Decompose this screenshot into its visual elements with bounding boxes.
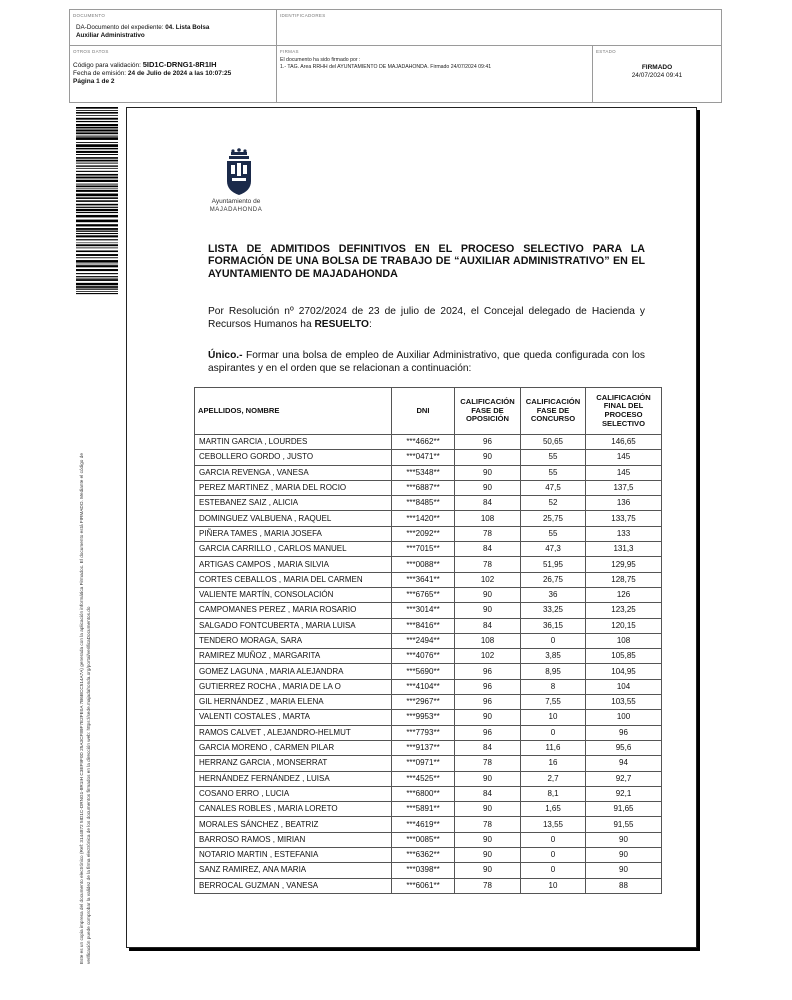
doc-line1-bold: 04. Lista Bolsa: [165, 24, 210, 31]
cell-name: SALGADO FONTCUBERTA , MARIA LUISA: [195, 618, 392, 633]
firmas-cell: [277, 46, 593, 102]
table-row: [195, 695, 662, 710]
cell-oposicion: 84: [455, 786, 521, 801]
table-row: [195, 526, 662, 541]
cell-name: VALENTI COSTALES , MARTA: [195, 710, 392, 725]
cell-dni: ***5690**: [392, 664, 455, 679]
cell-name: PEREZ MARTINEZ , MARIA DEL ROCIO: [195, 480, 392, 495]
cell-oposicion: 102: [455, 572, 521, 587]
cell-oposicion: 90: [455, 480, 521, 495]
firmas-line1: El documento ha sido firmado por :: [280, 57, 361, 63]
cell-oposicion: 90: [455, 802, 521, 817]
codigo-pre: Código para validación:: [73, 62, 143, 69]
doc-line1-pre: DA-Documento del expediente:: [76, 24, 166, 31]
cell-concurso: 3,85: [521, 649, 586, 664]
document-title: LISTA DE ADMITIDOS DEFINITIVOS EN EL PROCESO SELECTIVO PARA LA FORMACIÓN DE UNA BOLSA DE TRABAJO DE “AUXILIAR ADMINISTRATIVO” EN EL AYUNTAMIENTO DE MAJADAHONDA: [208, 243, 645, 280]
cell-final: 131,3: [586, 542, 662, 557]
cell-final: 146,65: [586, 435, 662, 450]
col-header-name: APELLIDOS, NOMBRE: [195, 388, 392, 435]
cell-final: 105,85: [586, 649, 662, 664]
cell-oposicion: 84: [455, 618, 521, 633]
cell-final: 95,6: [586, 740, 662, 755]
cell-name: CANALES ROBLES , MARIA LORETO: [195, 802, 392, 817]
table-row: [195, 710, 662, 725]
table-row: [195, 465, 662, 480]
emission-date: 24 de Julio de 2024 a las 10:07:25: [127, 70, 232, 77]
cell-dni: ***6800**: [392, 786, 455, 801]
cell-concurso: 0: [521, 725, 586, 740]
cell-final: 92,1: [586, 786, 662, 801]
cell-dni: ***5348**: [392, 465, 455, 480]
cell-name: RAMIREZ MUÑOZ , MARGARITA: [195, 649, 392, 664]
table-row: [195, 740, 662, 755]
cell-oposicion: 108: [455, 511, 521, 526]
cell-concurso: 36: [521, 587, 586, 602]
cell-oposicion: 84: [455, 542, 521, 557]
cell-final: 129,95: [586, 557, 662, 572]
otros-datos-text: [73, 61, 231, 86]
cell-final: 92,7: [586, 771, 662, 786]
cell-concurso: 11,6: [521, 740, 586, 755]
documento-text: [76, 24, 209, 40]
cell-concurso: 0: [521, 848, 586, 863]
cell-name: BERROCAL GUZMAN , VANESA: [195, 878, 392, 893]
identificadores-label: IDENTIFICADORES: [280, 13, 326, 18]
col-header-dni: DNI: [392, 388, 455, 435]
cell-concurso: 0: [521, 863, 586, 878]
cell-final: 145: [586, 465, 662, 480]
cell-name: GOMEZ LAGUNA , MARIA ALEJANDRA: [195, 664, 392, 679]
cell-name: GUTIERREZ ROCHA , MARIA DE LA O: [195, 679, 392, 694]
validation-code: 5ID1C-DRNG1-8R1IH: [142, 60, 217, 69]
cell-concurso: 8,1: [521, 786, 586, 801]
cell-name: GARCIA MORENO , CARMEN PILAR: [195, 740, 392, 755]
cell-name: HERRANZ GARCIA , MONSERRAT: [195, 756, 392, 771]
otros-label: OTROS DATOS: [73, 49, 109, 54]
table-row: [195, 557, 662, 572]
col-header-concurso: CALIFICACIÓN FASE DE CONCURSO: [521, 388, 586, 435]
cell-name: VALIENTE MARTÍN, CONSOLACIÓN: [195, 587, 392, 602]
cell-oposicion: 90: [455, 587, 521, 602]
cell-oposicion: 96: [455, 695, 521, 710]
cell-final: 100: [586, 710, 662, 725]
cell-dni: ***4076**: [392, 649, 455, 664]
cell-dni: ***6887**: [392, 480, 455, 495]
cell-dni: ***3014**: [392, 603, 455, 618]
table-row: [195, 863, 662, 878]
cell-name: BARROSO RAMOS , MIRIAN: [195, 832, 392, 847]
table-row: [195, 603, 662, 618]
fecha-pre: Fecha de emisión:: [73, 70, 128, 77]
cell-dni: ***1420**: [392, 511, 455, 526]
cell-final: 120,15: [586, 618, 662, 633]
table-header-row: [195, 388, 662, 435]
cell-final: 96: [586, 725, 662, 740]
cell-dni: ***2092**: [392, 526, 455, 541]
cell-concurso: 8,95: [521, 664, 586, 679]
col-header-oposicion: CALIFICACIÓN FASE DE OPOSICIÓN: [455, 388, 521, 435]
cell-oposicion: 78: [455, 526, 521, 541]
cell-final: 90: [586, 832, 662, 847]
cell-oposicion: 90: [455, 832, 521, 847]
cell-name: HERNÁNDEZ FERNÁNDEZ , LUISA: [195, 771, 392, 786]
cell-concurso: 8: [521, 679, 586, 694]
cell-dni: ***8485**: [392, 496, 455, 511]
cell-dni: ***0088**: [392, 557, 455, 572]
page-number: Página 1 de 2: [73, 78, 115, 85]
side-text-line1: Este es un copia impresa del documento electrónico (Ref: 3144872 5ID1C-DRNG1-8R1IH C3EF9F0D 25A3CF89F7E2FE0A 7B6BCC514A7A) generada con la aplicación informática Firmadoc. El documento está FIRMADO. Mediante el código de: [79, 453, 84, 964]
otros-datos-cell: [70, 46, 277, 102]
cell-name: ESTEBANEZ SAIZ , ALICIA: [195, 496, 392, 511]
table-row: [195, 817, 662, 832]
cell-oposicion: 90: [455, 771, 521, 786]
table-body: [195, 435, 662, 894]
cell-dni: ***2967**: [392, 695, 455, 710]
cell-concurso: 26,75: [521, 572, 586, 587]
cell-final: 133,75: [586, 511, 662, 526]
cell-oposicion: 78: [455, 878, 521, 893]
cell-oposicion: 90: [455, 450, 521, 465]
table-row: [195, 848, 662, 863]
cell-final: 104,95: [586, 664, 662, 679]
cell-concurso: 2,7: [521, 771, 586, 786]
cell-name: DOMINGUEZ VALBUENA , RAQUEL: [195, 511, 392, 526]
doc-line2: Auxiliar Administrativo: [76, 32, 145, 39]
cell-oposicion: 96: [455, 679, 521, 694]
cell-dni: ***6765**: [392, 587, 455, 602]
cell-name: NOTARIO MARTIN , ESTEFANIA: [195, 848, 392, 863]
cell-oposicion: 90: [455, 603, 521, 618]
estado-text: [593, 64, 721, 80]
identificadores-cell: [277, 10, 721, 46]
cell-oposicion: 96: [455, 435, 521, 450]
para1-bold: RESUELTO: [314, 318, 369, 330]
cell-concurso: 52: [521, 496, 586, 511]
cell-dni: ***6362**: [392, 848, 455, 863]
cell-concurso: 47,3: [521, 542, 586, 557]
cell-oposicion: 90: [455, 710, 521, 725]
cell-final: 128,75: [586, 572, 662, 587]
barcode-image: [76, 107, 118, 295]
status-badge: FIRMADO: [641, 64, 673, 71]
estado-cell: [593, 46, 721, 102]
col-header-final: CALIFICACIÓN FINAL DEL PROCESO SELECTIVO: [586, 388, 662, 435]
cell-name: MARTIN GARCIA , LOURDES: [195, 435, 392, 450]
candidates-table: [194, 387, 662, 894]
cell-oposicion: 84: [455, 740, 521, 755]
cell-final: 90: [586, 863, 662, 878]
table-row: [195, 618, 662, 633]
cell-name: CEBOLLERO GORDO , JUSTO: [195, 450, 392, 465]
firmas-line2: 1.- TAG. Area RRHH del AYUNTAMIENTO DE MAJADAHONDA. Firmado 24/07/2024 09:41: [280, 64, 492, 70]
cell-oposicion: 96: [455, 725, 521, 740]
cell-dni: ***5891**: [392, 802, 455, 817]
para1-end: :: [368, 318, 372, 330]
cell-name: PIÑERA TAMES , MARIA JOSEFA: [195, 526, 392, 541]
cell-dni: ***7793**: [392, 725, 455, 740]
cell-final: 126: [586, 587, 662, 602]
cell-name: CORTES CEBALLOS , MARIA DEL CARMEN: [195, 572, 392, 587]
cell-dni: ***9953**: [392, 710, 455, 725]
cell-concurso: 0: [521, 633, 586, 648]
estado-label: ESTADO: [596, 49, 616, 54]
cell-concurso: 51,95: [521, 557, 586, 572]
cell-oposicion: 102: [455, 649, 521, 664]
cell-name: ARTIGAS CAMPOS , MARIA SILVIA: [195, 557, 392, 572]
resolution-paragraph: [208, 306, 645, 332]
cell-final: 104: [586, 679, 662, 694]
cell-dni: ***6061**: [392, 878, 455, 893]
cell-final: 94: [586, 756, 662, 771]
table-row: [195, 435, 662, 450]
cell-name: RAMOS CALVET , ALEJANDRO-HELMUT: [195, 725, 392, 740]
table-row: [195, 587, 662, 602]
table-row: [195, 802, 662, 817]
cell-dni: ***4525**: [392, 771, 455, 786]
cell-concurso: 25,75: [521, 511, 586, 526]
cell-concurso: 36,15: [521, 618, 586, 633]
cell-concurso: 55: [521, 526, 586, 541]
table-row: [195, 511, 662, 526]
cell-concurso: 7,55: [521, 695, 586, 710]
table-row: [195, 450, 662, 465]
table-row: [195, 633, 662, 648]
cell-dni: ***0971**: [392, 756, 455, 771]
table-row: [195, 771, 662, 786]
cell-final: 91,65: [586, 802, 662, 817]
cell-concurso: 47,5: [521, 480, 586, 495]
cell-name: COSANO ERRO , LUCIA: [195, 786, 392, 801]
cell-oposicion: 78: [455, 817, 521, 832]
cell-name: TENDERO MORAGA, SARA: [195, 633, 392, 648]
cell-name: CAMPOMANES PEREZ , MARIA ROSARIO: [195, 603, 392, 618]
firmas-text: [280, 57, 491, 71]
cell-dni: ***7015**: [392, 542, 455, 557]
table-row: [195, 542, 662, 557]
cell-dni: ***4662**: [392, 435, 455, 450]
cell-dni: ***0085**: [392, 832, 455, 847]
table-row: [195, 496, 662, 511]
table-row: [195, 572, 662, 587]
cell-oposicion: 90: [455, 465, 521, 480]
cell-name: MORALES SÁNCHEZ , BEATRIZ: [195, 817, 392, 832]
table-row: [195, 878, 662, 893]
firmas-label: FIRMAS: [280, 49, 299, 54]
cell-oposicion: 96: [455, 664, 521, 679]
documento-cell: [70, 10, 277, 46]
cell-concurso: 13,55: [521, 817, 586, 832]
cell-concurso: 55: [521, 450, 586, 465]
cell-oposicion: 78: [455, 756, 521, 771]
cell-concurso: 10: [521, 710, 586, 725]
cell-name: GARCIA REVENGA , VANESA: [195, 465, 392, 480]
cell-dni: ***9137**: [392, 740, 455, 755]
table-row: [195, 756, 662, 771]
cell-oposicion: 90: [455, 863, 521, 878]
cell-dni: ***4619**: [392, 817, 455, 832]
table-row: [195, 679, 662, 694]
table-row: [195, 649, 662, 664]
para2-bold: Único.-: [208, 350, 243, 361]
para1-text: Por Resolución nº 2702/2024 de 23 de julio de 2024, el Concejal delegado de Hacienda y Recursos Humanos ha: [208, 306, 645, 330]
table-row: [195, 480, 662, 495]
cell-final: 108: [586, 633, 662, 648]
cell-oposicion: 90: [455, 848, 521, 863]
cell-name: GIL HERNÁNDEZ , MARIA ELENA: [195, 695, 392, 710]
cell-final: 145: [586, 450, 662, 465]
documento-label: DOCUMENTO: [73, 13, 106, 18]
logo-line2: MAJADAHONDA: [209, 207, 263, 213]
side-verification-text: [79, 304, 92, 964]
side-text-line2: verificación puede comprobar la validez de la firma electrónica de los documentos firmados en la dirección web: https://sede.majadahonda.org/portal/verificaDocumentos.do: [85, 606, 91, 964]
cell-dni: ***0471**: [392, 450, 455, 465]
cell-concurso: 0: [521, 832, 586, 847]
para2-text: Formar una bolsa de empleo de Auxiliar Administrativo, que queda configurada con los aspirantes y en el orden que se relacionan a continuación:: [208, 350, 645, 374]
logo-line1: Ayuntamiento de: [211, 198, 261, 205]
cell-concurso: 16: [521, 756, 586, 771]
logo-text: [203, 198, 269, 214]
table-row: [195, 725, 662, 740]
cell-oposicion: 108: [455, 633, 521, 648]
cell-final: 88: [586, 878, 662, 893]
cell-final: 137,5: [586, 480, 662, 495]
cell-oposicion: 84: [455, 496, 521, 511]
cell-dni: ***0398**: [392, 863, 455, 878]
document-header: [69, 9, 722, 103]
cell-final: 136: [586, 496, 662, 511]
estado-date: 24/07/2024 09:41: [631, 72, 683, 79]
cell-concurso: 1,65: [521, 802, 586, 817]
cell-dni: ***4104**: [392, 679, 455, 694]
table-row: [195, 664, 662, 679]
table-row: [195, 786, 662, 801]
cell-final: 90: [586, 848, 662, 863]
cell-concurso: 10: [521, 878, 586, 893]
cell-dni: ***3641**: [392, 572, 455, 587]
cell-name: SANZ RAMIREZ, ANA MARIA: [195, 863, 392, 878]
table-row: [195, 832, 662, 847]
cell-final: 123,25: [586, 603, 662, 618]
cell-concurso: 33,25: [521, 603, 586, 618]
cell-final: 103,55: [586, 695, 662, 710]
cell-final: 91,55: [586, 817, 662, 832]
cell-final: 133: [586, 526, 662, 541]
unico-paragraph: [208, 350, 645, 376]
cell-concurso: 50,65: [521, 435, 586, 450]
cell-concurso: 55: [521, 465, 586, 480]
cell-dni: ***8416**: [392, 618, 455, 633]
cell-name: GARCIA CARRILLO , CARLOS MANUEL: [195, 542, 392, 557]
cell-oposicion: 78: [455, 557, 521, 572]
cell-dni: ***2494**: [392, 633, 455, 648]
